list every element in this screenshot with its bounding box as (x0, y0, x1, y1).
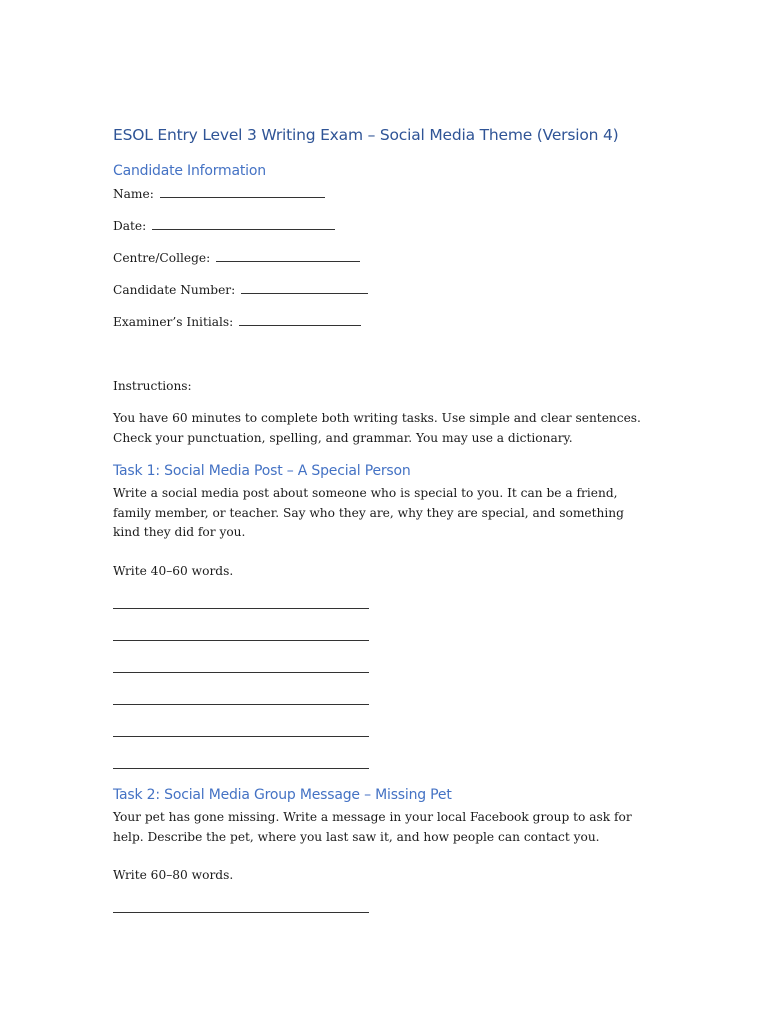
task2-answer-line[interactable] (113, 912, 369, 913)
task2-word-count: Write 60–80 words. (113, 868, 234, 882)
examiner-initials-blank-line[interactable] (239, 313, 361, 326)
candidate-number-field (113, 281, 368, 301)
instructions-label: Instructions: (113, 379, 192, 393)
candidate-info-heading: Candidate Information (113, 163, 266, 179)
task1-answer-line[interactable] (113, 768, 369, 769)
name-blank-line[interactable] (160, 185, 325, 198)
task2-heading: Task 2: Social Media Group Message – Missing Pet (113, 787, 452, 803)
exam-title: ESOL Entry Level 3 Writing Exam – Social Media Theme (Version 4) (113, 126, 619, 144)
task1-answer-line[interactable] (113, 704, 369, 705)
task1-answer-line[interactable] (113, 608, 369, 609)
task1-answer-line[interactable] (113, 640, 369, 641)
task1-answer-line[interactable] (113, 736, 369, 737)
task1-prompt: Write a social media post about someone who is special to you. It can be a friend, family member, or teacher. Say who they are, why they are special, and something kind they did for you. (113, 486, 624, 539)
examiner-initials-label: Examiner’s Initials: (113, 315, 234, 329)
name-field (113, 185, 325, 205)
centre-field (113, 249, 360, 269)
centre-blank-line[interactable] (216, 249, 360, 262)
examiner-initials-field (113, 313, 361, 333)
task1-heading: Task 1: Social Media Post – A Special Person (113, 463, 411, 479)
task1-answer-line[interactable] (113, 672, 369, 673)
date-blank-line[interactable] (152, 217, 335, 230)
centre-label: Centre/College: (113, 251, 211, 265)
task2-prompt: Your pet has gone missing. Write a message in your local Facebook group to ask for help. Describe the pet, where you last saw it, and how people can contact you. (113, 810, 632, 844)
task1-word-count: Write 40–60 words. (113, 564, 234, 578)
candidate-number-blank-line[interactable] (241, 281, 368, 294)
candidate-number-label: Candidate Number: (113, 283, 236, 297)
date-field (113, 217, 335, 237)
name-label: Name: (113, 187, 154, 201)
instructions-text: You have 60 minutes to complete both writing tasks. Use simple and clear sentences. Check your punctuation, spelling, and grammar. You may use a dictionary. (113, 411, 641, 445)
date-label: Date: (113, 219, 147, 233)
